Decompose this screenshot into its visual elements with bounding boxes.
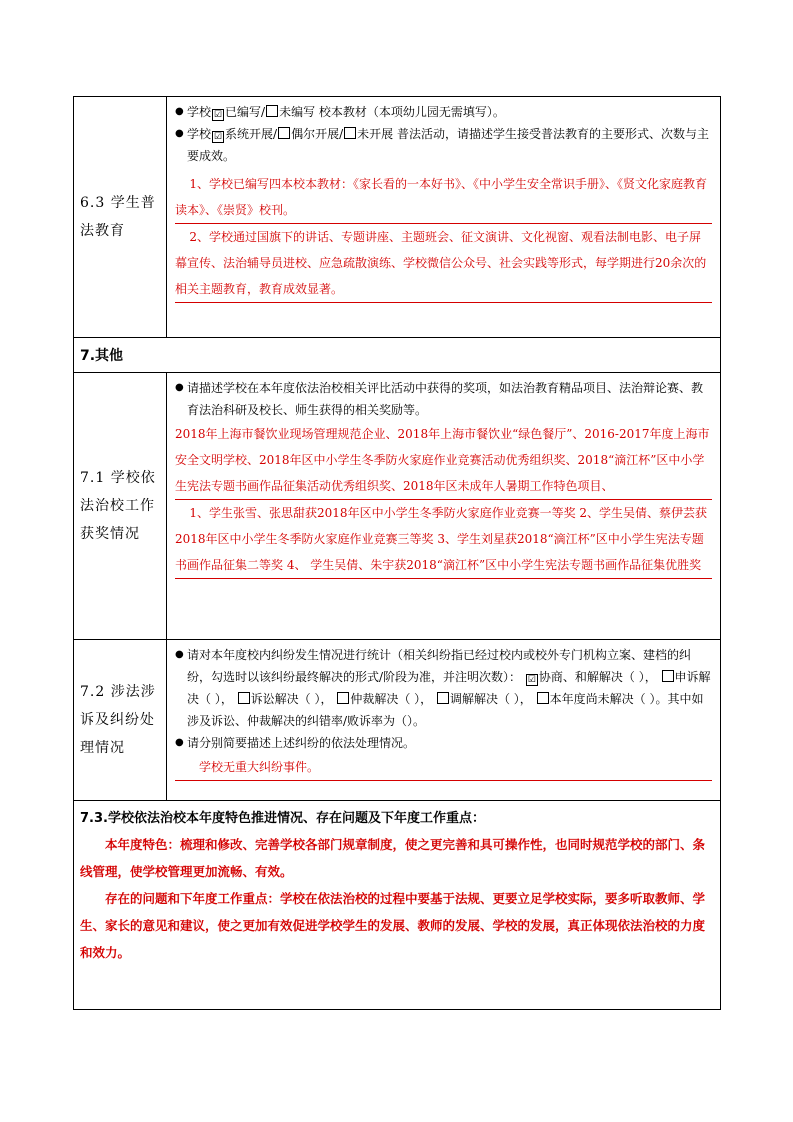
bullet-handling: ● 请分别简要描述上述纠纷的依法处理情况。 [175,732,712,754]
summary-body: 本年度特色：梳理和修改、完善学校各部门规章制度，使之更完善和具可操作性，也同时规范学校的部门、条线管理，使学校管理更加流畅、有效。 存在的问题和下年度工作重点：学校在依法治校的过程中要基于法规、更要立足学校实际，要多听取教师、学生、家长的意见和建议，使之更加有效促进学校学生的发展、教师的发展、学校的发展，真正体现依法治校的力度和效力。 [80,837,706,960]
content-7-3 [74,801,721,1010]
label-7-2: 7.2 涉法涉诉及纠纷处理情况 [74,640,167,801]
report-table [73,96,721,1010]
bullet-icon: ● [175,106,184,117]
label-7-1: 7.1 学校依法治校工作获奖情况 [74,373,167,640]
content-7-1 [167,373,721,640]
checkbox-negotiate[interactable]: ☑ [527,675,536,685]
bullet-activity: ● 学校 ☑ 系统开展/ 偶尔开展/ 未开展 普法活动，请描述学生接受普法教育的主要形式、次数与主要成效。 [175,123,712,167]
bullet-disputes: ● 请对本年度校内纠纷发生情况进行统计（相关纠纷指已经过校内或校外专门机构立案、建档的纠纷，勾选时以该纠纷最终解决的形式/阶段为准，并注明次数）： ☑ 协商、和解解决（ ）， 申诉解决（ ）， 诉讼解决（ ）， 仲裁解决（ ）， 调解解决（ ）， 本年度尚未解决（ ）。其中如涉及诉讼、仲裁解决的纠错率/败诉率为（）。 [175,644,712,732]
checkbox-unresolved[interactable] [537,692,549,704]
bullet-textbook: ● 学校 ☑ 已编写/ 未编写 校本教材（本项幼儿园无需填写）。 [175,101,712,123]
bullet-icon: ● [175,737,184,748]
bullet-awards: ● 请描述学校在本年度依法治校相关评比活动中获得的奖项，如法治教育精品项目、法治辩论赛、教育法治科研及校长、师生获得的相关奖励等。 [175,377,712,421]
answer-7-1: 2018年上海市餐饮业现场管理规范企业、2018年上海市餐饮业“绿色餐厅”、2016-2017年度上海市安全文明学校、2018年区中小学生冬季防火家庭作业竞赛活动优秀组织奖、2018“滴江杯”区中小学生宪法专题书画作品征集活动优秀组织奖、2018年区未成年人暑期工作特色项目、 1、学生张雪、张思甜获2018年区中小学生冬季防火家庭作业竞赛一等奖 2、学生吴倩、蔡伊芸获2018年区中小学生冬季防火家庭作业竞赛三等奖 3、学生刘星获2018“滴江杯”区中小学生宪法专题书画作品征集二等奖 4、 学生吴倩、朱宇获2018“滴江杯”区中小学生宪法专题书画作品征集优胜奖 [175,421,712,579]
answer-7-2: 学校无重大纠纷事件。 [175,754,712,781]
checkbox-mediation[interactable] [437,692,449,704]
checkbox-none[interactable] [344,127,356,139]
checkbox-arbitration[interactable] [337,692,349,704]
label-6-3: 6.3 学生普法教育 [74,97,167,338]
bullet-icon: ● [175,382,184,393]
answer-6-3: 1、学校已编写四本校本教材：《家长看的一本好书》、《中小学生安全常识手册》、《贤文化家庭教育读本》、《崇贤》校刊。 2、学校通过国旗下的讲话、专题讲座、主题班会、征文演讲、文化视窗、观看法制电影、电子屏幕宣传、法治辅导员进校、应急疏散演练、学校微信公众号、社会实践等形式，每学期进行20余次的相关主题教育，教育成效显著。 [175,171,712,303]
bullet-icon: ● [175,128,184,139]
checkbox-written[interactable]: ☑ [213,110,223,120]
section-title-7: 7.其他 [74,338,721,373]
checkbox-litigation[interactable] [238,692,250,704]
summary-title: 7.3.学校依法治校本年度特色推进情况、存在问题及下年度工作重点： [80,811,485,826]
checkbox-not-written[interactable] [266,105,278,117]
content-7-2 [167,640,721,801]
checkbox-systematic[interactable]: ☑ [213,132,223,142]
checkbox-appeal[interactable] [662,670,674,682]
checkbox-occasional[interactable] [278,127,290,139]
content-6-3 [167,97,721,338]
bullet-icon: ● [175,649,184,660]
